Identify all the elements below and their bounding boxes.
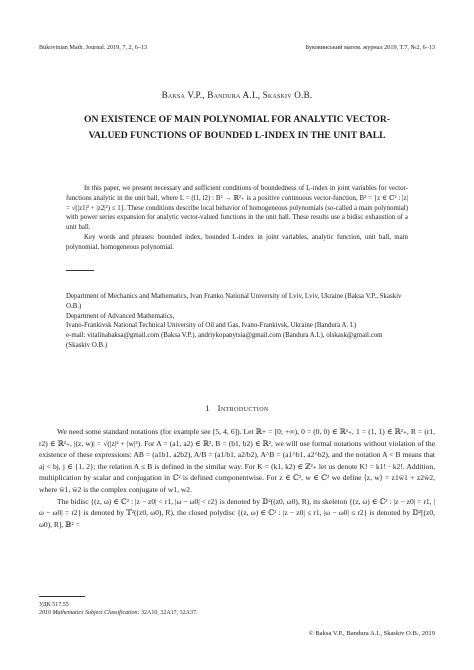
- affiliation-2: Department of Advanced Mathematics,: [66, 312, 175, 320]
- affiliation-1: Department of Mechanics and Mathematics, Ivan Franko National University of Lviv, Lviv, Ukraine (Baksa V.P., Skaskiv O.B.): [66, 293, 402, 310]
- msc-label: 2010 Mathematics Subject Classification:: [39, 610, 140, 617]
- journal-header-left: Bukovinian Math. Journal. 2019, 7, 2, 6–13: [39, 44, 148, 51]
- footnote: [39, 601, 198, 618]
- intro-paragraph-1: We need some standard notations (for example see [5, 4, 6]). Let ℝ+ = [0; +∞), 0 = (0, 0) ∈ ℝ²₊, 1 = (1, 1) ∈ ℝ²₊, R = (r1, r2) ∈ ℝ²₊, |(z, w)| = √(|z|² + |w|²). For A = (a1, a2) ∈ ℝ², B = (b1, b2) ∈ ℝ², we will use formal notations without violation of the existence of these expressions: AB = (a1b1, a2b2), A/B = (a1/b1, a2/b2), A^B = (a1^b1, a2^b2), and the notation A < B means that aj < bj, j ∈ {1, 2}; the relation A ≤ B is defined in the similar way. For K = (k1, k2) ∈ ℤ²₊ let us denote K! = k1! · k2!. Addition, multiplication by scalar and conjugation in ℂ² is defined componentwise. For z ∈ ℂ², w ∈ ℂ² we define ⟨z, w⟩ = z1w̄1 + z2w̄2, where w̄1, w̄2 is the complex conjugate of w1, w2.: [39, 427, 435, 494]
- running-header: [39, 44, 435, 51]
- intro-paragraph-2: The bidisc {(z, ω) ∈ ℂ² : |z − z0| < r1, |ω − ω0| < r2} is denoted by 𝔻²((z0, ω0), R), its skeleton {(z, ω) ∈ ℂ² : |z − z0| = r1, |ω − ω0| = r2} is denoted by 𝕋²((z0, ω0), R), the closed polydisc {(z, ω) ∈ ℂ² : |z − z0| ≤ r1, |ω − ω0| ≤ r2} is denoted by 𝔻²[(z0, ω0), R], 𝔹² =: [39, 496, 435, 529]
- paper-authors: Baksa V.P., Bandura A.I., Skaskiv O.B.: [161, 90, 313, 100]
- abstract: [66, 184, 408, 253]
- affiliations: [66, 292, 408, 351]
- abstract-text: In this paper, we present necessary and sufficient conditions of boundedness of L-index in joint variables for vector-functions analytic in the unit ball, where L = (l1, l2) : B² → ℝ²₊ is a positive continuous vector-function, B² = {z ∈ ℂ² : |z| = √(|z1|² + |z2|²) ≤ 1}. These conditions describe local behavior of homogeneous polynomials (so-called a main polynomial) with power series expansion for analytic vector-valued functions in the unit ball. These results use a bidisc exhaustion of a unit ball.: [66, 185, 408, 232]
- abstract-divider: [66, 270, 94, 271]
- journal-header-right: Буковинський матем. журнал 2019, Т.7, №2, 6–13: [305, 44, 435, 51]
- section-number: 1: [205, 403, 211, 413]
- section-heading: [0, 403, 474, 413]
- msc-classification: [39, 609, 198, 617]
- affiliation-2-detail: Ivano-Frankivsk National Technical University of Oil and Gas, Ivano-Frankivsk, Ukraine (Bandura A. I.): [66, 322, 357, 330]
- msc-codes: 32A10, 32A17, 32A37.: [141, 610, 198, 617]
- copyright-notice: © Baksa V.P., Bandura A.I., Skaskiv O.B., 2019: [308, 630, 435, 637]
- keywords: Key words and phrases: bounded index, bounded L-index in joint variables, analytic function, unit ball, main polynomial, homogeneous polynomial.: [66, 233, 408, 251]
- udc-code: УДК 517.55: [39, 602, 69, 608]
- section-title: Introduction: [217, 403, 269, 413]
- email-list: e-mail: vitalinabaksa@gmail.com (Baksa V.P.), andriykopanytsia@gmail.com (Bandura A.I.), olskask@gmail.com (Skaskiv O.B.): [66, 332, 383, 349]
- paper-title: ON EXISTENCE OF MAIN POLYNOMIAL FOR ANALYTIC VECTOR-VALUED FUNCTIONS OF BOUNDED L-INDEX IN THE UNIT BALL: [84, 114, 390, 141]
- footnote-divider: [39, 596, 85, 597]
- body-text: [39, 426, 435, 530]
